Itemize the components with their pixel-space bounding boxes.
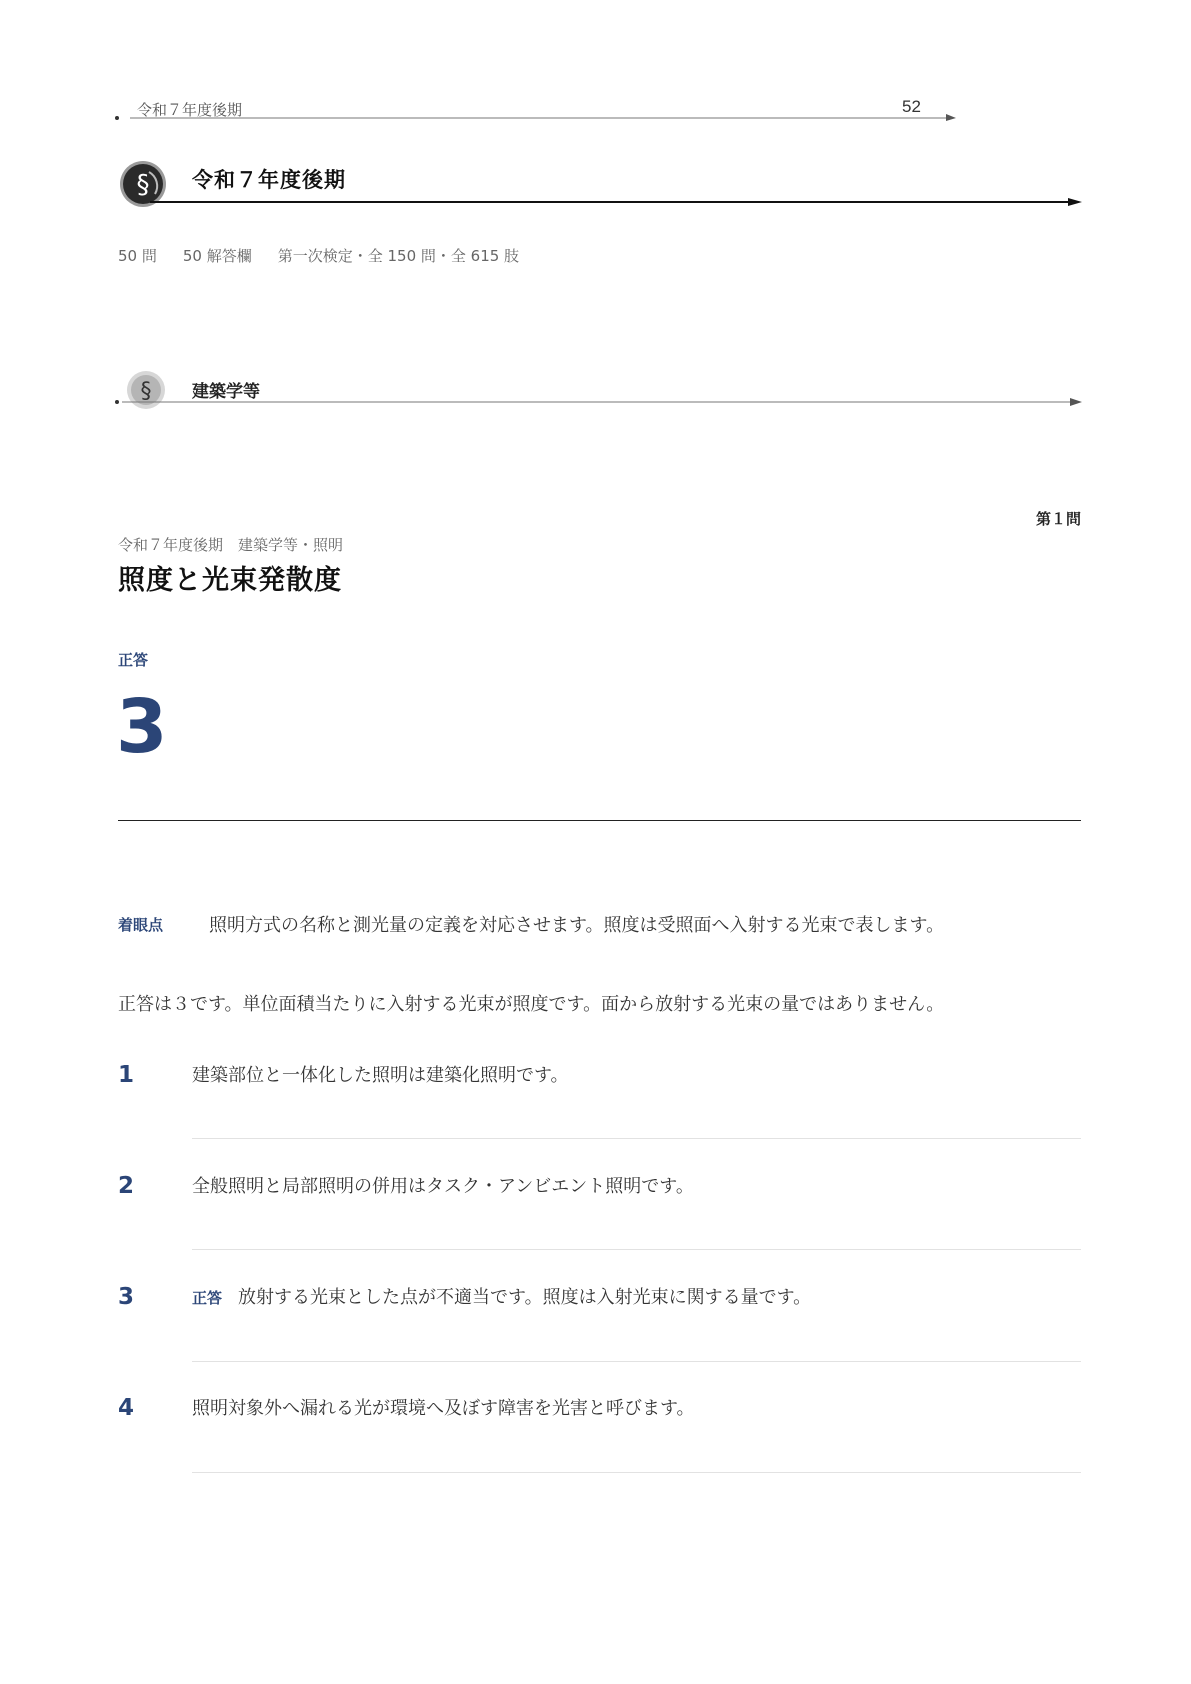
- option-number: 1: [118, 1062, 135, 1088]
- running-header-title: 令和７年度後期: [137, 101, 243, 119]
- answer-divider: [118, 820, 1081, 821]
- option-text: 放射する光束とした点が不適当です。照度は入射光束に関する量です。: [238, 1287, 812, 1308]
- option-number: 4: [118, 1395, 135, 1421]
- option-text: 建築部位と一体化した照明は建築化照明です。: [192, 1065, 569, 1086]
- question-number: 第１問: [1035, 510, 1081, 528]
- chapter-title: 令和７年度後期: [192, 168, 346, 192]
- svg-text:§: §: [136, 170, 150, 200]
- focus-text: 照明方式の名称と測光量の定義を対応させます。照度は受照面へ入射する光束で表します。: [209, 915, 945, 936]
- stat-answer-fields: 50 解答欄: [182, 247, 252, 265]
- option-divider: [192, 1361, 1081, 1362]
- option-text: 全般照明と局部照明の併用はタスク・アンビエント照明です。: [192, 1176, 694, 1197]
- chapter-title-rule: [150, 196, 1085, 208]
- option-divider: [192, 1472, 1081, 1473]
- chapter-stats: [118, 245, 545, 266]
- question-meta: 令和７年度後期 建築学等・照明: [118, 536, 344, 554]
- correct-tag: 正答: [192, 1289, 223, 1307]
- focus-label: 着眼点: [118, 916, 164, 934]
- option-text: 照明対象外へ漏れる光が環境へ及ぼす障害を光害と呼びます。: [192, 1398, 695, 1419]
- question-title: 照度と光束発散度: [118, 565, 342, 596]
- section-title: 建築学等: [192, 382, 260, 402]
- option-number: 3: [118, 1284, 135, 1310]
- answer-summary: 正答は３です。単位面積当たりに入射する光束が照度です。面から放射する光束の量ではありません。: [118, 994, 945, 1015]
- page-number: 52: [902, 97, 921, 116]
- option-divider: [192, 1138, 1081, 1139]
- stat-exam-scope: 第一次検定・全 150 問・全 615 肢: [277, 247, 520, 265]
- option-divider: [192, 1249, 1081, 1250]
- svg-text:§: §: [140, 379, 152, 404]
- option-text-correct: [192, 1283, 811, 1309]
- option-number: 2: [118, 1173, 135, 1199]
- stat-questions: 50 問: [118, 247, 157, 265]
- answer-label: 正答: [118, 651, 149, 669]
- section-title-rule: [114, 396, 1084, 408]
- answer-number: 3: [116, 684, 168, 770]
- running-header-rule: [114, 110, 959, 122]
